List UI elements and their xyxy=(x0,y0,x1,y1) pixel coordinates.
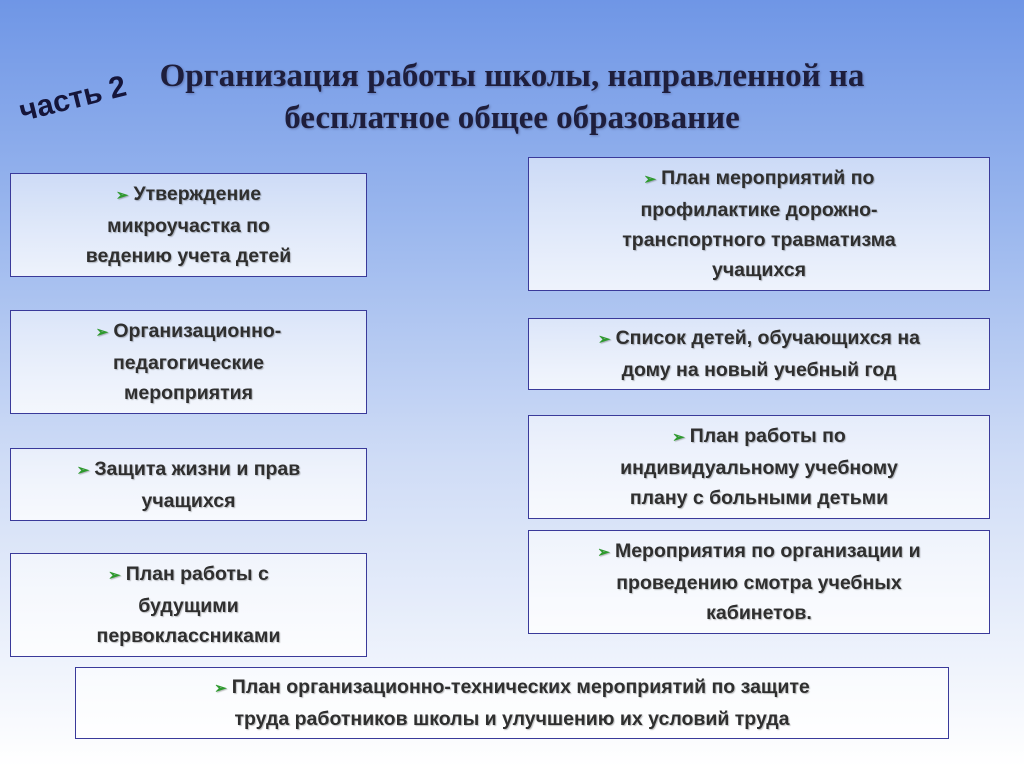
box-line: транспортного травматизма xyxy=(622,229,896,251)
title-line-1: Организация работы школы, направленной на xyxy=(159,58,865,94)
box-line: План работы по xyxy=(689,425,846,447)
arrow-bullet-icon: ➢ xyxy=(598,331,611,348)
box-line: ведению учета детей xyxy=(85,245,292,267)
box-line: педагогические xyxy=(112,352,265,374)
box-line: План организационно-технических мероприятий по защите xyxy=(231,676,810,698)
box-line: Мероприятия по организации и xyxy=(614,540,921,562)
arrow-bullet-icon: ➢ xyxy=(214,680,227,697)
box-road-traffic-prevention xyxy=(528,157,990,291)
box-individual-plan xyxy=(528,415,990,519)
box-line: дому на новый учебный год xyxy=(621,359,897,381)
box-line: будущими xyxy=(138,595,239,617)
box-line: микроучастка по xyxy=(107,215,270,237)
box-line: профилактике дорожно- xyxy=(640,199,878,221)
box-line: Защита жизни и прав xyxy=(94,457,301,480)
arrow-bullet-icon: ➢ xyxy=(597,544,610,561)
box-line: индивидуальному учебному xyxy=(620,457,898,479)
part-label: часть 2 xyxy=(16,69,130,129)
box-line: Список детей, обучающихся на xyxy=(615,327,920,349)
box-labor-protection xyxy=(75,667,949,739)
box-org-pedagogical xyxy=(10,310,367,414)
box-line: учащихся xyxy=(141,489,236,512)
box-home-schooling-list xyxy=(528,318,990,390)
box-line: План работы с xyxy=(125,563,269,585)
box-future-first-graders xyxy=(10,553,367,657)
box-line: труда работников школы и улучшению их условий труда xyxy=(234,708,790,730)
box-classroom-review xyxy=(528,530,990,634)
arrow-bullet-icon: ➢ xyxy=(115,187,129,204)
box-protection-rights xyxy=(10,448,367,521)
title-line-2: бесплатное общее образование xyxy=(284,100,740,136)
box-line: Утверждение xyxy=(133,183,262,205)
box-line: первоклассниками xyxy=(96,625,281,647)
arrow-bullet-icon: ➢ xyxy=(643,171,657,188)
box-line: учащихся xyxy=(711,259,807,281)
box-line: кабинетов. xyxy=(706,602,812,624)
arrow-bullet-icon: ➢ xyxy=(76,461,90,479)
box-line: План мероприятий по xyxy=(661,167,875,189)
arrow-bullet-icon: ➢ xyxy=(108,567,121,584)
box-line: плану с больными детьми xyxy=(629,487,889,509)
arrow-bullet-icon: ➢ xyxy=(672,429,685,446)
box-line: Организационно- xyxy=(113,320,282,342)
box-microdistrict xyxy=(10,173,367,277)
arrow-bullet-icon: ➢ xyxy=(95,324,109,341)
slide-title xyxy=(0,55,1024,139)
box-line: проведению смотра учебных xyxy=(616,572,902,594)
box-line: мероприятия xyxy=(123,382,254,404)
